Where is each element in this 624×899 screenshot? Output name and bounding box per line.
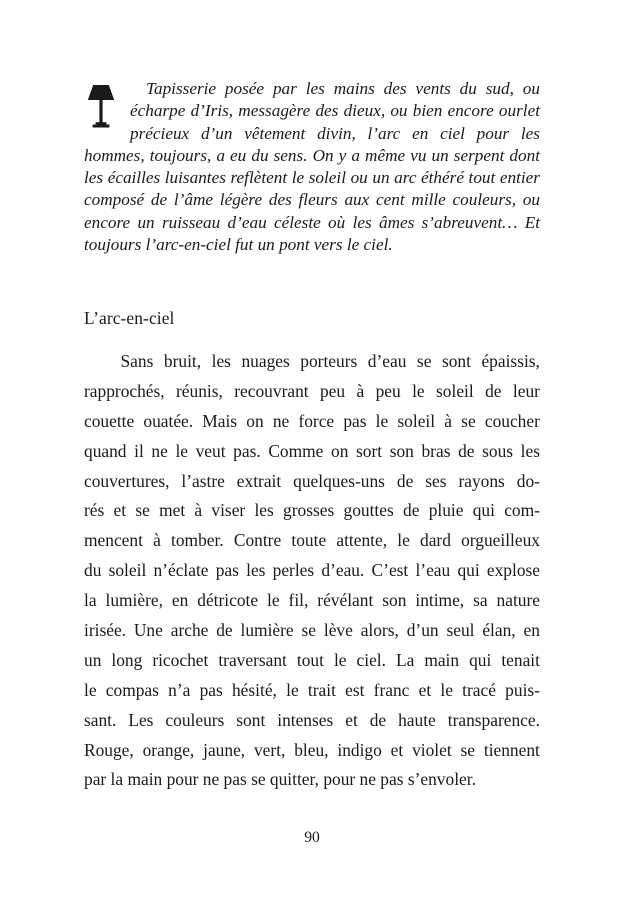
body-word: Les — [128, 709, 154, 730]
body-word: son — [382, 590, 407, 611]
body-word: sont — [441, 351, 471, 371]
body-word: ciel. — [356, 649, 386, 670]
body-word: n’a — [168, 679, 191, 700]
body-word: un — [84, 649, 102, 670]
body-word: pas — [343, 410, 367, 431]
body-word: Une — [133, 620, 163, 641]
body-word: pas — [199, 679, 223, 700]
body-word: indigo — [337, 739, 382, 760]
body-word: le — [286, 679, 299, 700]
body-word: sous — [482, 440, 514, 461]
body-word: d’eau. — [321, 560, 365, 581]
body-word: do- — [516, 470, 540, 491]
body-line — [84, 556, 540, 586]
body-word: sa — [473, 590, 488, 611]
body-word: l’astre — [181, 470, 225, 491]
body-word: puis- — [505, 679, 540, 700]
body-word: dard — [420, 530, 451, 551]
body-word: franc — [373, 679, 410, 700]
floor-lamp-icon — [86, 83, 116, 129]
body-word: nature — [496, 590, 540, 611]
body-word: grosses — [283, 500, 335, 521]
body-word: quelques-uns — [293, 470, 385, 491]
body-word: de — [485, 380, 502, 401]
body-word: les — [520, 440, 540, 461]
body-word: tenait — [501, 649, 540, 670]
body-word: épaissis, — [481, 351, 540, 371]
body-line — [84, 616, 540, 646]
body-word: traversant — [218, 649, 287, 670]
epigraph-text: Tapisserie posée par les mains des vents du sud, ou écharpe d’Iris, messagère des dieux, ou bien encore ourlet précieux d’un vêtement divin, l’arc en ciel pour les hommes, toujours, a eu du sens. On y a même vu un serpent dont les écailles luisantes reflètent le soleil ou un arc éthéré tout entier composé de l’âme légère des fleurs aux cent mille couleurs, ou encore un ruisseau d’eau céleste où les âmes s’abreuvent… Et toujours l’arc-en-ciel fut un pont vers le ciel. — [84, 79, 540, 255]
body-word: le — [175, 440, 188, 461]
body-word: la — [84, 590, 97, 611]
body-word: Rouge, — [84, 739, 134, 760]
body-word: met — [159, 500, 186, 521]
body-word: se — [461, 410, 476, 431]
body-word: en — [171, 590, 189, 611]
body-word: les — [246, 560, 266, 581]
section-heading: L’arc-en-ciel — [84, 308, 175, 328]
body-word: porteurs — [300, 351, 358, 371]
body-word: se — [135, 500, 150, 521]
body-word: lumière, — [105, 590, 163, 611]
body-word: à — [153, 530, 161, 551]
body-word: il — [134, 440, 144, 461]
body-word: ne — [151, 440, 168, 461]
body-word: Sans — [120, 351, 154, 371]
body-word: La — [395, 649, 415, 670]
body-word: intenses — [277, 709, 334, 730]
body-word: couette — [84, 410, 135, 431]
body-word: ne — [272, 410, 290, 431]
body-word: du — [84, 560, 102, 581]
epigraph-paragraph — [84, 78, 540, 256]
body-word: tracé — [462, 679, 496, 700]
body-word: rapprochés, — [84, 380, 165, 401]
body-word: se — [460, 739, 476, 760]
body-word: à — [356, 380, 365, 401]
body-word: quand — [84, 440, 127, 461]
body-word: seul — [446, 620, 475, 641]
body-word: viser — [211, 500, 246, 521]
body-word: gouttes — [343, 500, 394, 521]
body-word: pas — [215, 560, 239, 581]
body-word: com- — [504, 500, 540, 521]
body-word: attente, — [336, 530, 388, 551]
body-word: long — [111, 649, 143, 670]
body-word: orange, — [142, 739, 195, 760]
body-word: on — [246, 410, 264, 431]
body-word: qui — [457, 560, 480, 581]
body-line — [84, 676, 540, 706]
body-word: d’eau — [367, 351, 407, 371]
body-word: soleil — [436, 380, 474, 401]
body-word: le — [267, 590, 280, 611]
body-word: leur — [512, 380, 540, 401]
body-word: les — [254, 500, 274, 521]
body-word: Contre — [233, 530, 282, 551]
body-word: sort — [356, 440, 383, 461]
body-word: de — [396, 470, 414, 491]
body-word: de — [216, 620, 233, 641]
body-word: le — [412, 380, 425, 401]
body-word: bras — [421, 440, 451, 461]
body-word: lumière — [240, 620, 294, 641]
body-word: haute — [398, 709, 436, 730]
body-word: force — [298, 410, 335, 431]
body-word: de — [403, 500, 420, 521]
body-word: Comme — [268, 440, 324, 461]
body-word: à — [444, 410, 452, 431]
body-word: se — [301, 620, 316, 641]
body-paragraph — [84, 347, 540, 795]
page-number: 90 — [304, 829, 320, 846]
body-word: mencent — [84, 530, 143, 551]
body-line — [84, 347, 540, 377]
body-word: perles — [272, 560, 315, 581]
body-word: le — [375, 410, 389, 431]
body-word: tiennent — [483, 739, 540, 760]
body-word: bruit, — [163, 351, 202, 371]
body-word: orgueilleux — [461, 530, 540, 551]
body-word: trait — [307, 679, 336, 700]
body-word: ouatée. — [143, 410, 194, 431]
body-line — [84, 467, 540, 497]
body-word: le — [397, 530, 410, 551]
body-word: vert, — [253, 739, 286, 760]
body-word: coucher — [484, 410, 540, 431]
body-line — [84, 706, 540, 736]
body-word: de — [369, 709, 387, 730]
body-word: arche — [170, 620, 209, 641]
body-word: irisée. — [84, 620, 127, 641]
body-line — [84, 407, 540, 437]
body-word: alors, — [360, 620, 399, 641]
body-word: violet — [412, 739, 452, 760]
body-word: se — [416, 351, 432, 371]
body-line: par la main pour ne pas se quitter, pour ne pas s’envoler. — [84, 769, 476, 790]
body-word: sant. — [84, 709, 117, 730]
body-word: et — [345, 709, 358, 730]
body-word: son — [389, 440, 414, 461]
body-word: et — [418, 679, 432, 700]
body-line — [84, 496, 540, 526]
body-word: sont — [236, 709, 266, 730]
body-word: lève — [323, 620, 353, 641]
body-word: est — [345, 679, 365, 700]
body-word: ricochet — [152, 649, 209, 670]
body-word: et — [113, 500, 127, 521]
body-first-line-indent — [84, 347, 110, 377]
body-word: peu — [319, 380, 346, 401]
body-word: bleu, — [294, 739, 329, 760]
body-line — [84, 586, 540, 616]
body-word: recouvrant — [234, 380, 309, 401]
epigraph-column — [84, 78, 540, 256]
body-line — [84, 377, 540, 407]
body-word: les — [211, 351, 231, 371]
body-word: nuages — [241, 351, 290, 371]
body-word: qui — [472, 500, 495, 521]
body-word: compas — [105, 679, 159, 700]
body-line — [84, 437, 540, 467]
body-word: fil, — [288, 590, 309, 611]
body-word: jaune, — [203, 739, 246, 760]
body-word: de — [458, 440, 475, 461]
body-word: détricote — [197, 590, 259, 611]
body-word: couleurs — [165, 709, 225, 730]
body-word: rés — [84, 500, 105, 521]
body-word: peu — [375, 380, 401, 401]
body-word: transparence. — [447, 709, 540, 730]
body-word: le — [440, 679, 453, 700]
body-word: rayons — [458, 470, 505, 491]
body-word: révélant — [317, 590, 374, 611]
body-word: veut — [195, 440, 226, 461]
body-line — [84, 526, 540, 556]
body-word: intime, — [415, 590, 465, 611]
body-word: réunis, — [176, 380, 223, 401]
body-word: en — [523, 620, 540, 641]
body-line — [84, 736, 540, 766]
body-word: et — [390, 739, 404, 760]
body-word: tout — [296, 649, 324, 670]
body-word: l’eau — [415, 560, 451, 581]
body-word: toute — [291, 530, 327, 551]
body-word: le — [333, 649, 347, 670]
body-word: C’est — [371, 560, 409, 581]
body-word: explose — [486, 560, 540, 581]
body-word: le — [84, 679, 97, 700]
body-word: soleil — [397, 410, 436, 431]
body-word: n’éclate — [153, 560, 209, 581]
body-word: d’un — [406, 620, 439, 641]
body-word: pas. — [233, 440, 261, 461]
body-word: on — [331, 440, 349, 461]
body-word: couvertures, — [84, 470, 170, 491]
body-word: Mais — [202, 410, 238, 431]
body-word: ses — [425, 470, 447, 491]
body-word: main — [424, 649, 460, 670]
body-word: qui — [469, 649, 492, 670]
body-word: élan, — [482, 620, 516, 641]
body-word: à — [194, 500, 203, 521]
body-word: soleil — [108, 560, 147, 581]
body-word: tomber. — [171, 530, 224, 551]
body-word: hésité, — [231, 679, 277, 700]
body-word: extrait — [236, 470, 282, 491]
body-word: pluie — [428, 500, 464, 521]
body-line — [84, 646, 540, 676]
